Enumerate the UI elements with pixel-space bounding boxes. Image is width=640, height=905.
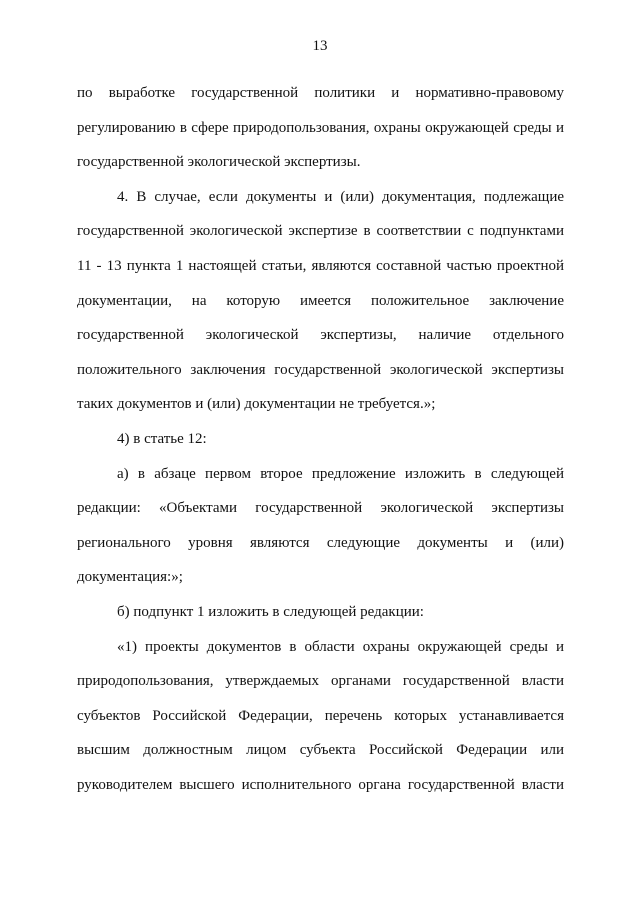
- paragraph-quoted-item-1: «1) проекты документов в области охраны окружающей среды и природопользования, утверждаемых органами государственной власти субъектов Российской Федерации, перечень которых устанавливается высшим должностным лицом субъекта Российской Федерации или руководителем высшего исполнительного органа государственной власти: [77, 638, 564, 793]
- paragraph-article-12: 4) в статье 12:: [117, 430, 207, 447]
- document-body: [77, 76, 564, 802]
- paragraph-item-4: 4. В случае, если документы и (или) документация, подлежащие государственной экологической экспертизе в соответствии с подпунктами 11 - 13 пункта 1 настоящей статьи, являются составной частью проектной документации, на которую имеется положительное заключение государственной экологической экспертизы, наличие отдельного положительного заключения государственной экологической экспертизы таких документов и (или) документации не требуется.»;: [77, 188, 564, 413]
- paragraph-continuation: по выработке государственной политики и нормативно-правовому регулированию в сфере природопользования, охраны окружающей среды и государственной экологической экспертизы.: [77, 85, 564, 171]
- page-number: 13: [312, 38, 328, 54]
- paragraph-subitem-b: б) подпункт 1 изложить в следующей редакции:: [117, 603, 424, 620]
- paragraph-subitem-a: а) в абзаце первом второе предложение изложить в следующей редакции: «Объектами государственной экологической экспертизы регионального уровня являются следующие документы и (или) документация:»;: [77, 465, 564, 586]
